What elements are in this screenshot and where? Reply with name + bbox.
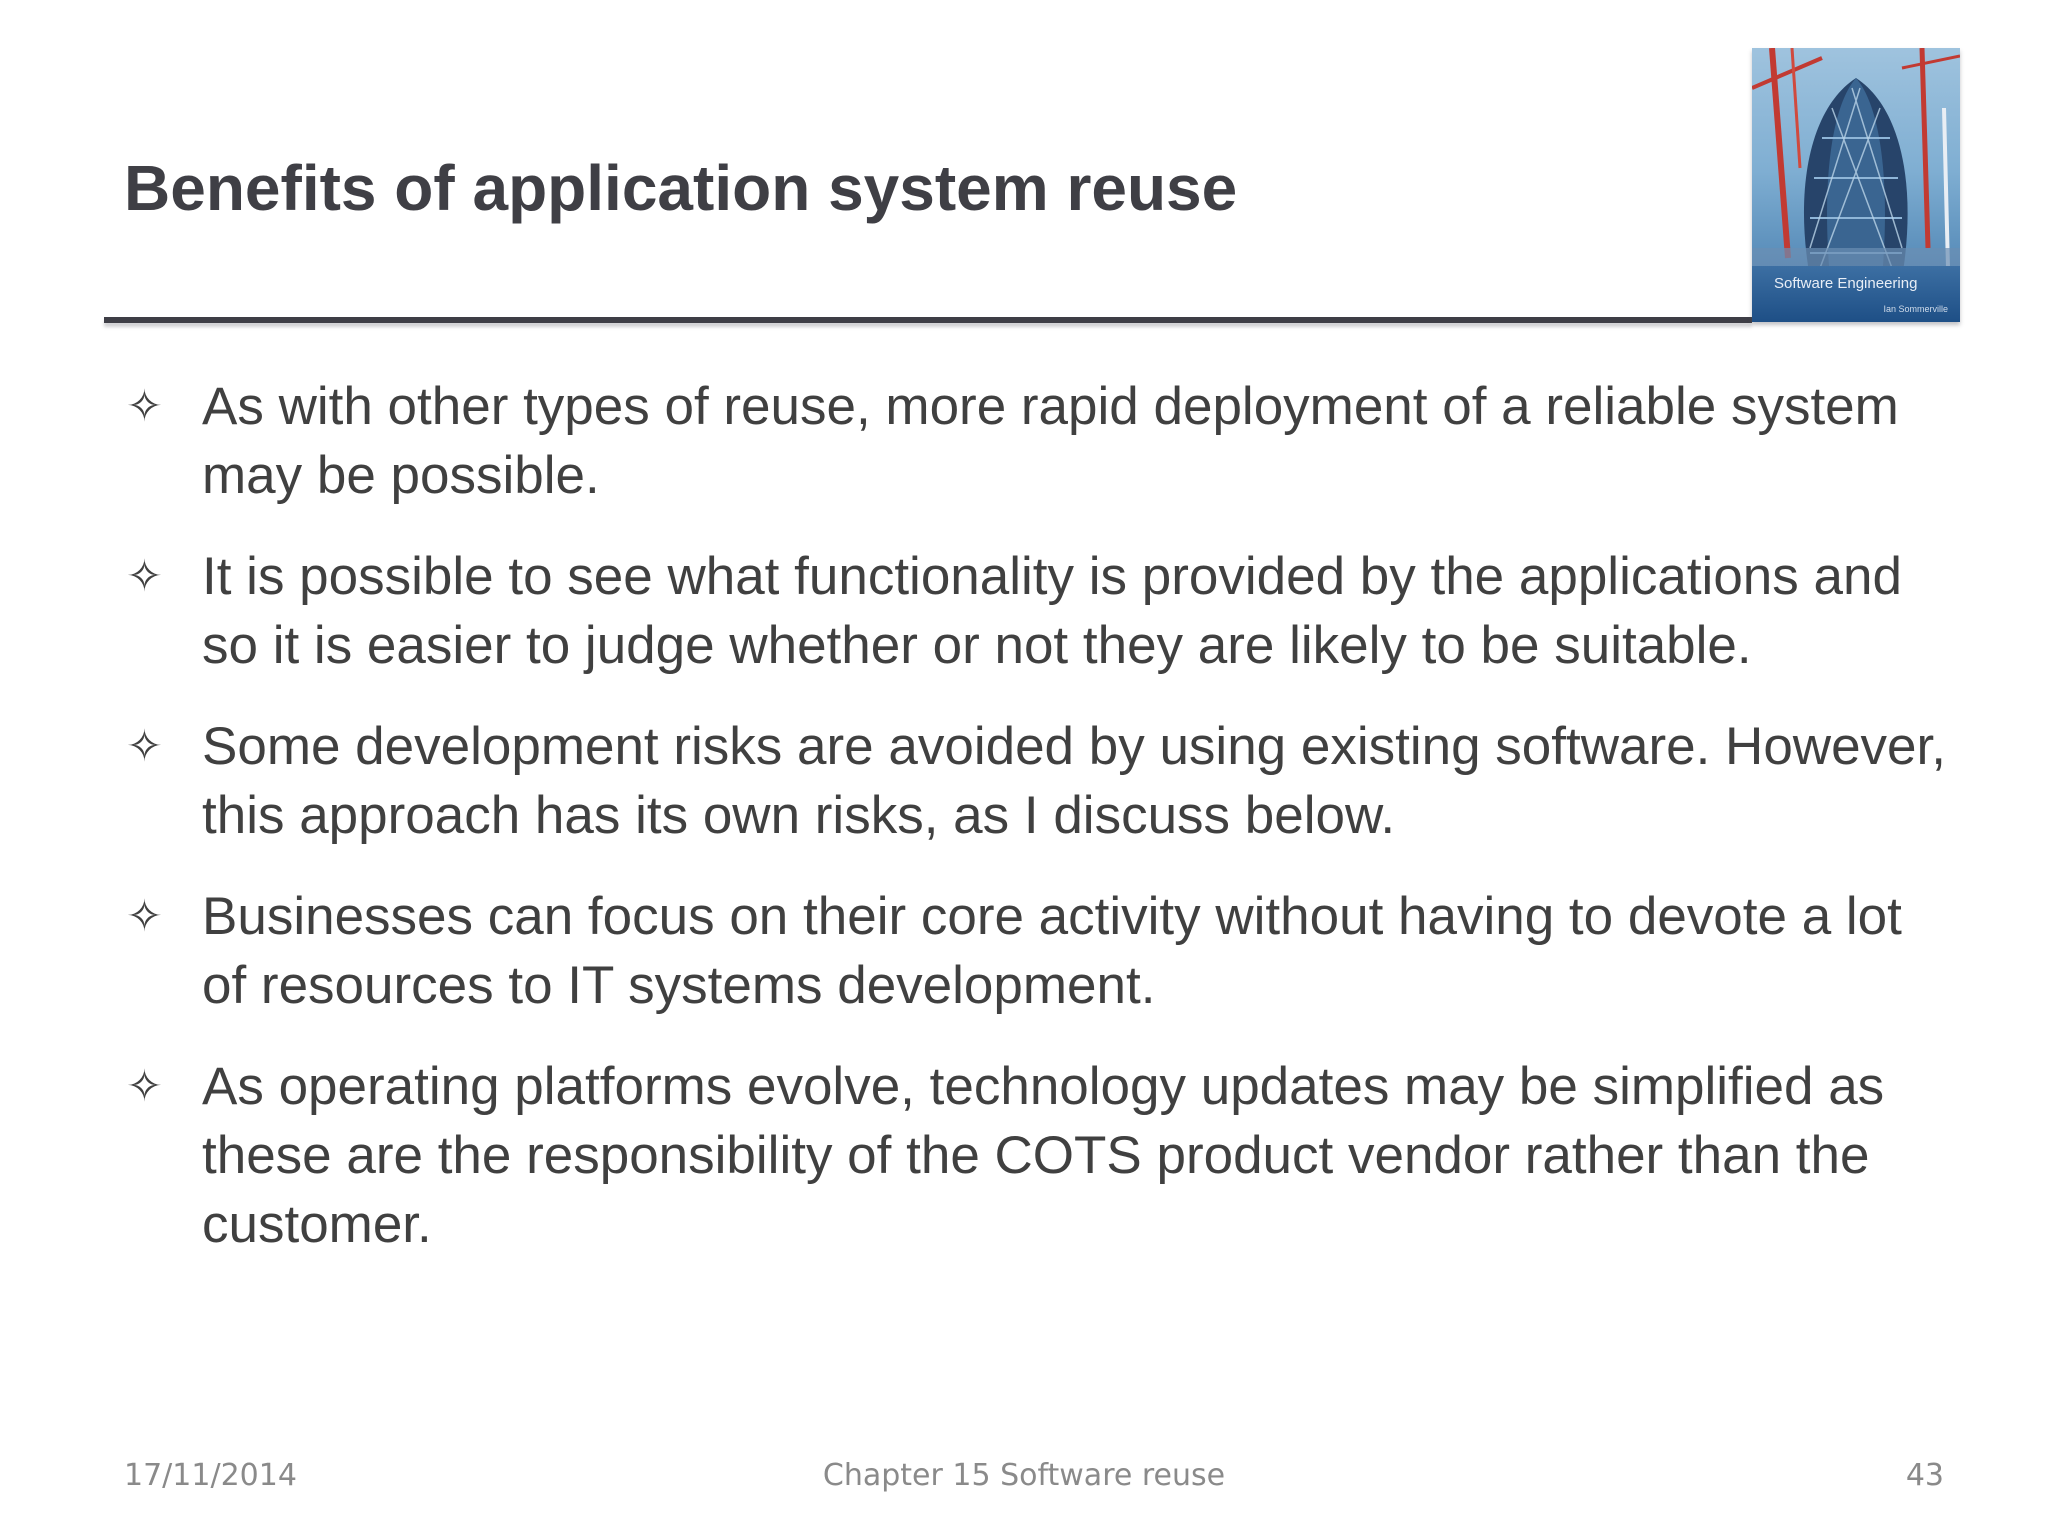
bullet-text: It is possible to see what functionality is provided by the applications and so it is easier to judge whether or not they are likely to be suitable. [202,547,1902,675]
four-pointed-star-icon: ✧ [126,721,163,772]
four-pointed-star-icon: ✧ [126,551,163,602]
four-pointed-star-icon: ✧ [126,1061,163,1112]
bullet-item [124,542,1954,680]
cover-author: Ian Sommerville [1883,304,1948,314]
four-pointed-star-icon: ✧ [126,891,163,942]
bullet-text: As operating platforms evolve, technology updates may be simplified as these are the responsibility of the COTS product vendor rather than the customer. [202,1057,1885,1254]
footer-chapter: Chapter 15 Software reuse [822,1458,1226,1493]
slide-title: Benefits of application system reuse [124,152,1238,224]
footer-page-number: 43 [1905,1458,1944,1493]
footer-date: 17/11/2014 [124,1458,297,1493]
bullet-text: As with other types of reuse, more rapid deployment of a reliable system may be possible. [202,377,1899,505]
bullet-list [124,372,1954,1291]
bullet-text: Some development risks are avoided by using existing software. However, this approach has its own risks, as I discuss below. [202,717,1946,845]
bullet-item [124,372,1954,510]
bullet-text: Businesses can focus on their core activity without having to devote a lot of resources to IT systems development. [202,887,1902,1015]
bullet-item [124,882,1954,1020]
book-cover-image [1752,48,1960,322]
title-divider [104,317,1752,323]
bullet-item [124,1052,1954,1259]
bullet-item [124,712,1954,850]
four-pointed-star-icon: ✧ [126,381,163,432]
cover-title: Software Engineering [1774,275,1918,292]
